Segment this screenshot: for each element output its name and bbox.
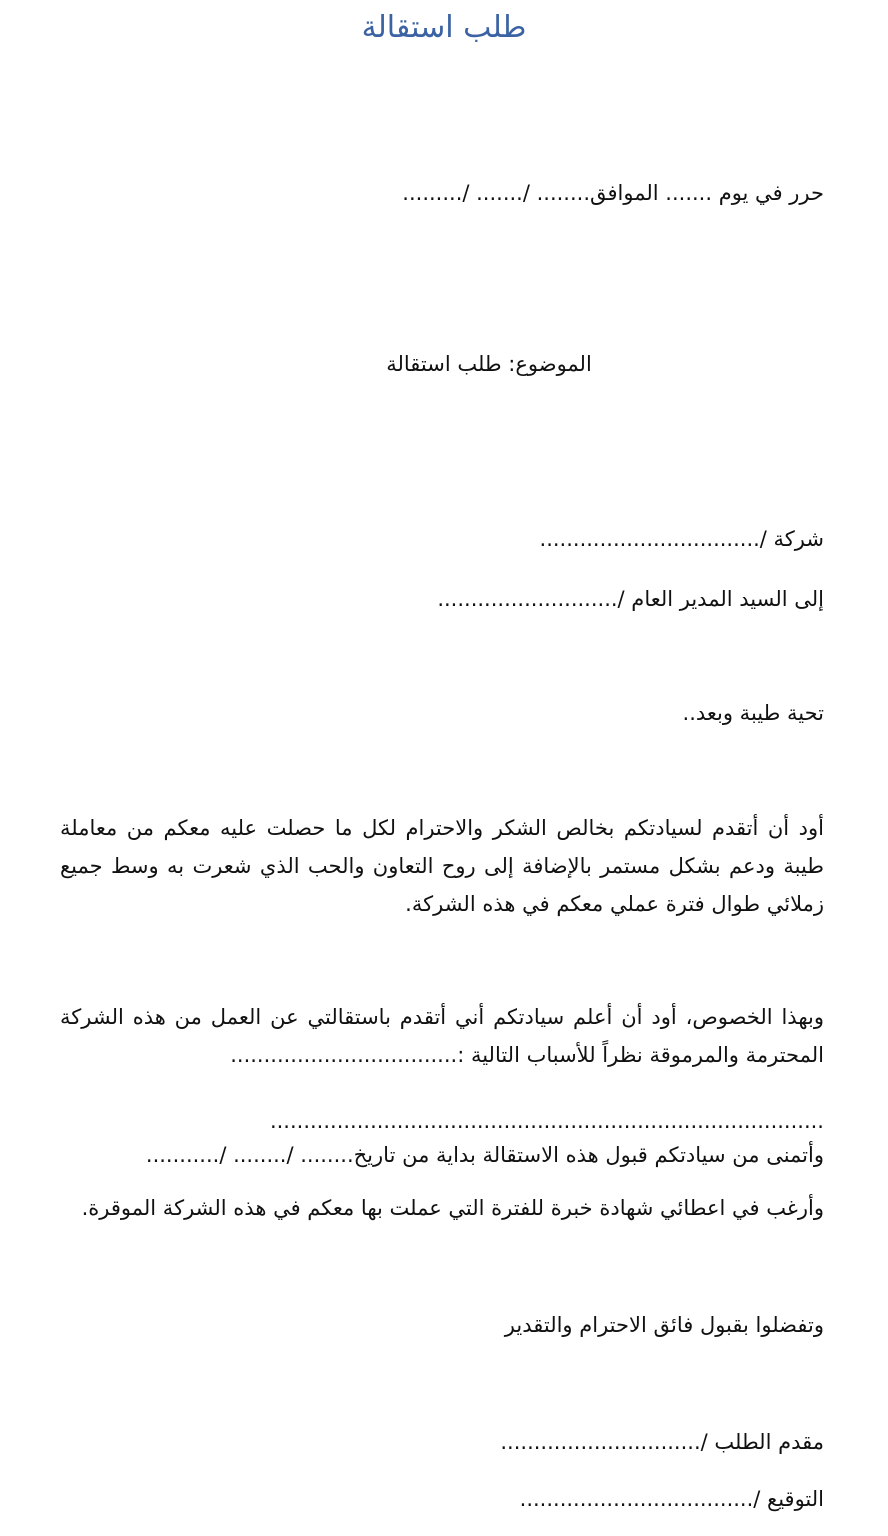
applicant-line: مقدم الطلب /.............................. [500, 1430, 824, 1454]
resignation-paragraph [60, 998, 824, 1074]
subject-line: الموضوع: طلب استقالة [386, 352, 592, 376]
certificate-line: وأرغب في اعطائي شهادة خبرة للفترة التي عملت بها معكم في هذه الشركة الموقرة. [81, 1196, 824, 1220]
company-line: شركة /................................. [539, 527, 824, 551]
signature-line: التوقيع /................................... [519, 1487, 824, 1511]
date-line: حرر في يوم ....... الموافق........ /....... /......... [402, 181, 824, 205]
closing-line: وتفضلوا بقبول فائق الاحترام والتقدير [504, 1313, 824, 1337]
paragraph-line: زملائي طوال فترة عملي معكم في هذه الشركة. [405, 892, 824, 916]
document-title: طلب استقالة [361, 10, 527, 45]
greeting-line: تحية طيبة وبعد.. [682, 701, 824, 725]
reasons-dotted-line: ................................................................................... [269, 1109, 824, 1133]
recipient-line: إلى السيد المدير العام /........................... [437, 587, 824, 611]
start-date-line: وأتمنى من سيادتكم قبول هذه الاستقالة بداية من تاريخ........ /........ /........... [145, 1143, 824, 1167]
gratitude-paragraph [60, 809, 824, 923]
paragraph-line: المحترمة والمرموقة نظراً للأسباب التالية :.................................. [230, 1043, 824, 1067]
paragraph-line: وبهذا الخصوص، أود أن أعلم سيادتكم أني أتقدم باستقالتي عن العمل من هذه الشركة [60, 1005, 824, 1029]
paragraph-line: طيبة ودعم بشكل مستمر بالإضافة إلى روح التعاون والحب الذي شعرت به وسط جميع [60, 854, 824, 878]
paragraph-line: أود أن أتقدم لسيادتكم بخالص الشكر والاحترام لكل ما حصلت عليه معكم من معاملة [60, 816, 824, 840]
